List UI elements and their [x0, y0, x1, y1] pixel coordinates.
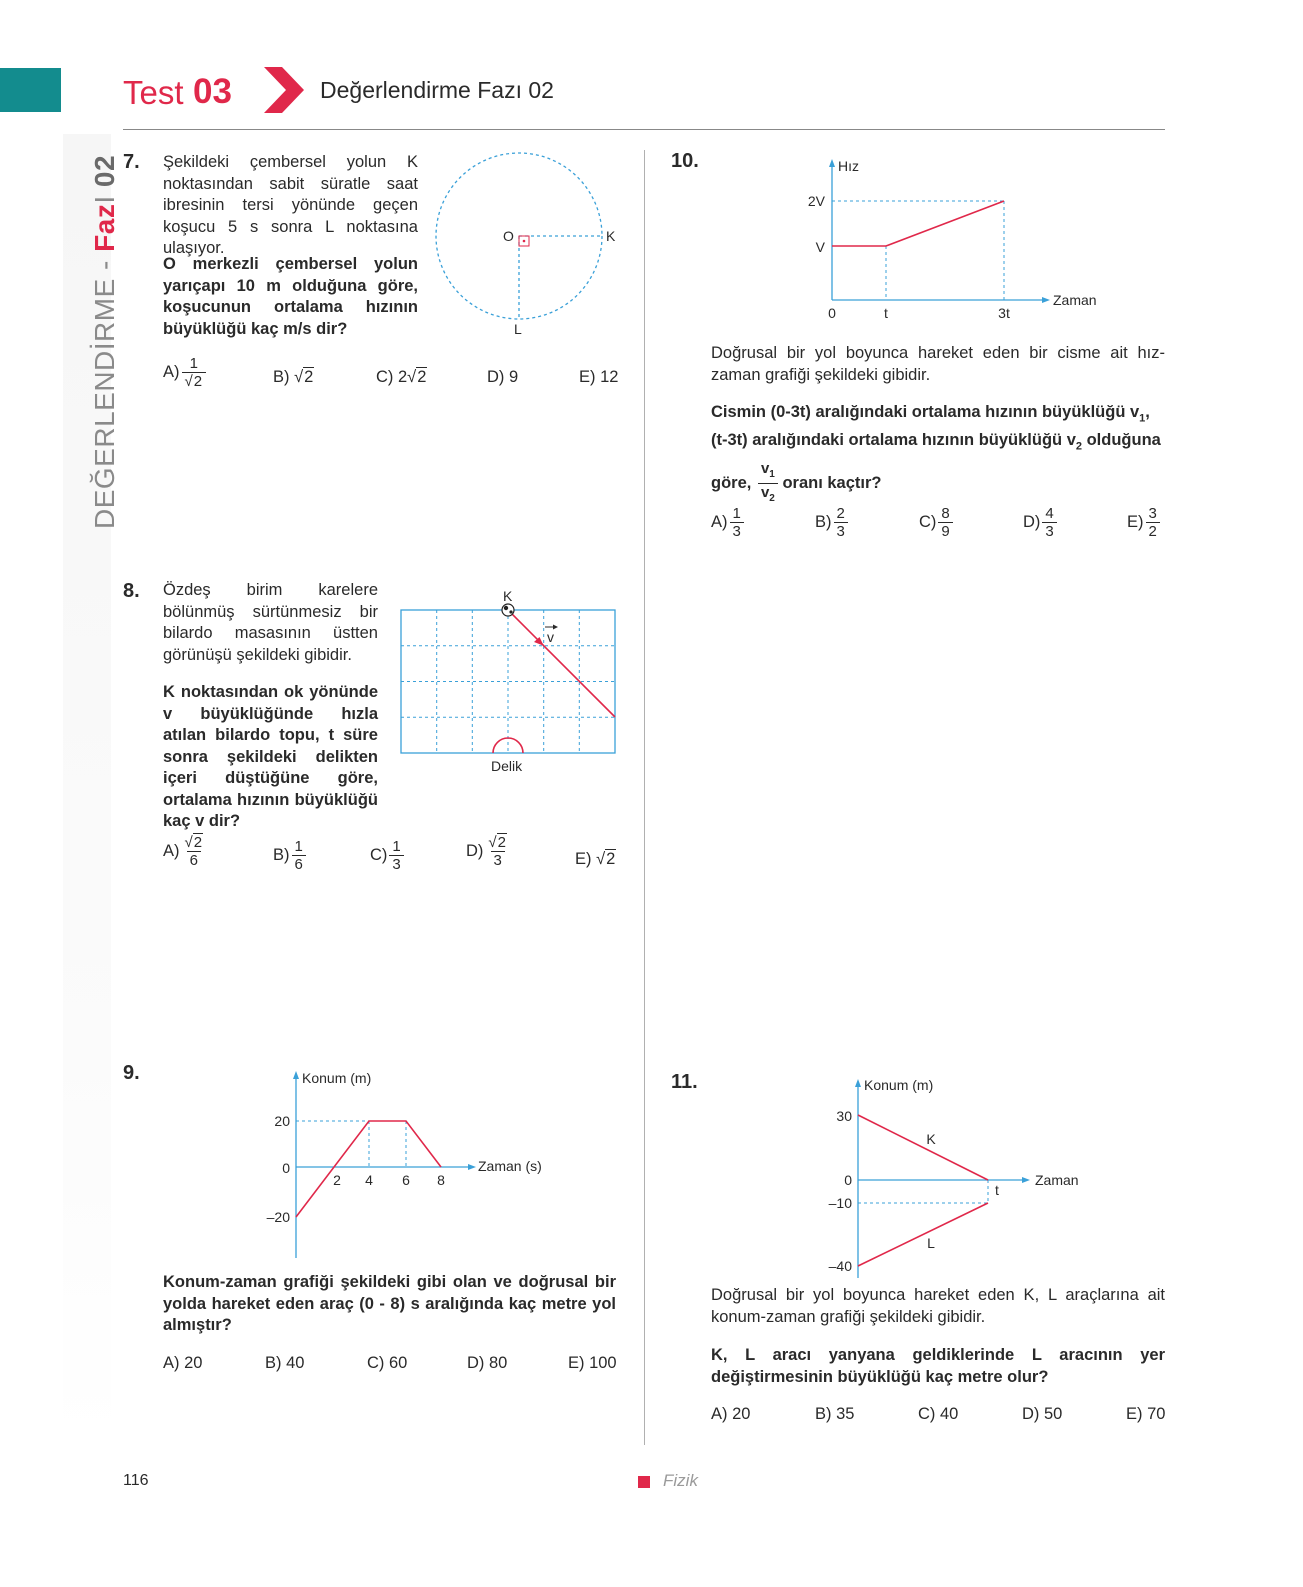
circle-figure: [428, 146, 628, 346]
option-a[interactable]: A) $\frac{√2}{6}$: [163, 834, 203, 869]
question-text: Doğrusal bir yol boyunca hareket eden bir cisme ait hız-zaman grafiği şekildeki gibidir.: [711, 344, 1165, 384]
option-b[interactable]: B) 35: [815, 1405, 855, 1423]
guide-lines: [832, 201, 1004, 300]
label-k: K: [606, 228, 616, 244]
label-o: O: [503, 228, 514, 244]
option-e[interactable]: E) $\frac{3}{2}$: [1127, 505, 1160, 540]
test-label: Test: [123, 74, 184, 111]
option-e[interactable]: E) 12: [579, 368, 619, 386]
option-e[interactable]: E) 70: [1126, 1405, 1166, 1423]
position-time-graph: [255, 1062, 565, 1262]
option-c[interactable]: C) 2√2: [376, 368, 427, 386]
guide-lines: [858, 1180, 988, 1203]
question-text: Doğrusal bir yol boyunca hareket eden K, L araçlarına ait konum-zaman grafiği şekildeki gibidir.: [711, 1286, 1165, 1326]
y-axis-label: Konum (m): [864, 1077, 934, 1093]
billiard-table-figure: [395, 584, 625, 779]
series-l-line: [858, 1203, 988, 1266]
footer-square-icon: [638, 1476, 650, 1488]
label-hole: Delik: [491, 758, 523, 774]
right-angle-dot: [523, 240, 526, 243]
question-prompt: K, L aracı yanyana geldiklerinde L aracının yer değiştirmesinin büyüklüğü kaç metre olur?: [711, 1346, 1165, 1386]
x-axis-label: Zaman: [1053, 292, 1097, 308]
x-tick: t: [884, 305, 888, 321]
y-tick: V: [815, 239, 825, 255]
y-axis-arrow-icon: [829, 159, 835, 167]
series-label-l: L: [927, 1235, 935, 1251]
option-a[interactable]: A) 20: [163, 1354, 203, 1372]
option-c[interactable]: C) 60: [367, 1354, 408, 1372]
y-tick: 2V: [807, 193, 825, 209]
question-number: 7.: [123, 151, 140, 173]
position-time-graph-kl: [815, 1070, 1115, 1282]
option-c[interactable]: C) 40: [918, 1405, 959, 1423]
option-b[interactable]: B) √2: [273, 368, 314, 386]
velocity-line: [832, 201, 1004, 246]
option-a[interactable]: A) $\frac{1}{3}$: [711, 505, 744, 540]
label-l: L: [514, 321, 522, 337]
label-v: v: [547, 629, 554, 645]
question-prompt: O merkezli çembersel yolun yarıçapı 10 m olduğuna göre, koşucunun ortalama hızının büyüklüğü kaç m/s dir?: [163, 255, 418, 338]
y-tick: 30: [836, 1108, 852, 1124]
question-prompt: Konum-zaman grafiği şekildeki gibi olan ve doğrusal bir yolda hareket eden araç (0 - 8) s aralığında kaç metre yol almıştır?: [163, 1273, 616, 1334]
question-prompt: Cismin (0-3t) aralığındaki ortalama hızının büyüklüğü $v_1$, (t-3t) aralığındaki ortalama hızının büyüklüğü $v_2$ olduğuna göre, $\frac{v_1}{v_2}$ oranı kaçtır?: [711, 402, 1165, 507]
y-tick: –40: [828, 1258, 852, 1274]
series-label-k: K: [926, 1131, 936, 1147]
x-tick: t: [995, 1182, 999, 1198]
sidebar-label: [89, 155, 121, 529]
sidebar-faz: Faz: [89, 203, 120, 252]
question-number: 8.: [123, 580, 140, 602]
option-b[interactable]: B) $\frac{2}{3}$: [815, 505, 848, 540]
x-tick: 3t: [998, 305, 1010, 321]
y-axis-arrow-icon: [293, 1071, 299, 1079]
option-c[interactable]: C) $\frac{1}{3}$: [370, 838, 404, 873]
option-d[interactable]: D) $\frac{4}{3}$: [1023, 505, 1057, 540]
option-e[interactable]: E) √2: [575, 850, 616, 868]
y-axis-label: Hız: [838, 158, 859, 174]
y-tick: 0: [844, 1172, 852, 1188]
y-tick: –10: [828, 1195, 852, 1211]
option-d[interactable]: D) 80: [467, 1354, 508, 1372]
option-d[interactable]: D) 9: [487, 368, 519, 386]
series-k-line: [858, 1115, 988, 1180]
x-axis-arrow-icon: [1042, 297, 1050, 303]
x-tick: 4: [365, 1172, 373, 1188]
question-number: 10.: [671, 150, 699, 172]
sidebar-pipe: I: [89, 195, 120, 204]
y-tick: 20: [274, 1113, 290, 1129]
question-number: 9.: [123, 1062, 140, 1084]
page-number: 116: [123, 1472, 149, 1489]
subject-label: Fizik: [663, 1471, 698, 1490]
option-c[interactable]: C) $\frac{8}{9}$: [919, 505, 953, 540]
option-e[interactable]: E) 100: [568, 1354, 617, 1372]
grid-lines: [401, 610, 615, 753]
page-title: Değerlendirme Fazı 02: [320, 77, 554, 103]
column-divider: [644, 150, 645, 1445]
y-axis-label: Konum (m): [302, 1070, 372, 1086]
option-b[interactable]: B) $\frac{1}{6}$: [273, 838, 306, 873]
billiard-ball-icon: [502, 604, 514, 616]
option-d[interactable]: D) 50: [1022, 1405, 1063, 1423]
option-a[interactable]: A) 20: [711, 1405, 751, 1423]
label-k: K: [503, 588, 513, 604]
y-tick: 0: [282, 1160, 290, 1176]
x-axis-arrow-icon: [1022, 1177, 1030, 1183]
chevron-right-icon: [264, 67, 306, 113]
y-axis-arrow-icon: [855, 1079, 861, 1087]
x-tick: 6: [402, 1172, 410, 1188]
x-tick: 0: [828, 305, 836, 321]
header-color-tab: [0, 68, 61, 112]
question-number: 11.: [671, 1071, 698, 1093]
y-tick: –20: [266, 1209, 290, 1225]
ball-path: [508, 610, 615, 717]
question-text: Şekildeki çembersel yolun K noktasından sabit süratle saat ibresinin tersi yönünde geçen koşucu 5 s sonra L noktasına ulaşıyor.: [163, 153, 418, 257]
x-axis-arrow-icon: [468, 1164, 476, 1170]
x-tick: 2: [333, 1172, 341, 1188]
sidebar-number: 02: [89, 154, 120, 188]
test-number: 03: [193, 72, 232, 111]
x-axis-label: Zaman: [1035, 1172, 1079, 1188]
question-text: Özdeş birim karelere bölünmüş sürtünmesiz bir bilardo masasının üstten görünüşü şekildeki gibidir.: [163, 581, 378, 664]
option-d[interactable]: D) $\frac{√2}{3}$: [466, 834, 506, 869]
x-axis-label: Zaman (s): [478, 1158, 542, 1174]
header-divider: [123, 129, 1165, 130]
option-b[interactable]: B) 40: [265, 1354, 305, 1372]
option-a[interactable]: A) $\frac{1}{√2}$: [163, 355, 206, 390]
sidebar-prefix: DEĞERLENDİRME -: [89, 251, 120, 529]
velocity-time-graph: [790, 150, 1120, 330]
question-prompt: K noktasından ok yönünde v büyüklüğünde hızla atılan bilardo topu, t süre sonra şekildeki delikten içeri düştüğüne göre, ortalama hızının büyüklüğü kaç v dir?: [163, 683, 378, 830]
x-tick: 8: [437, 1172, 445, 1188]
